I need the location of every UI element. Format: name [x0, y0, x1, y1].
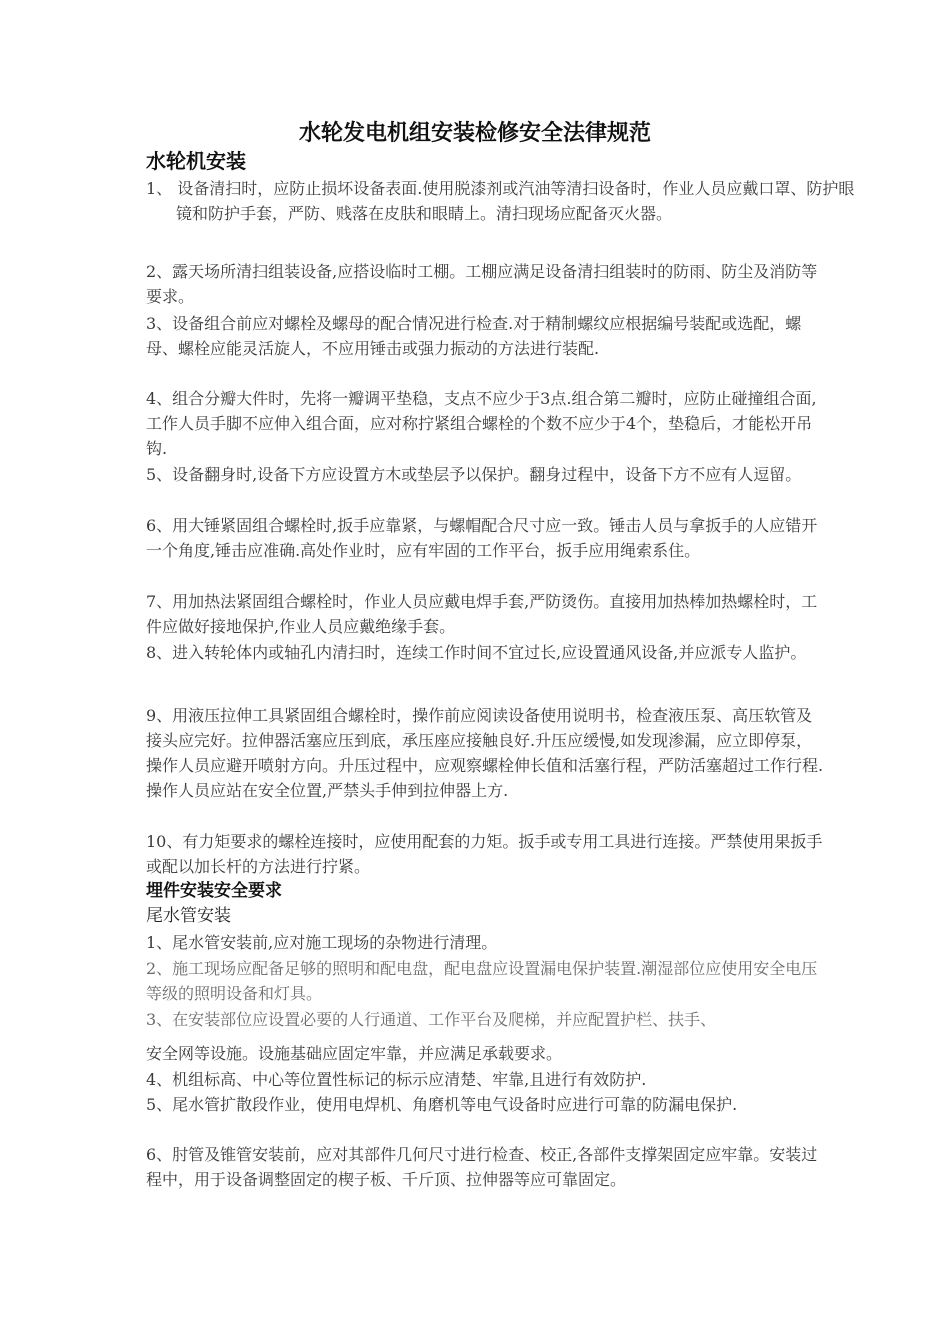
paragraph-item-5: 5、设备翻身时,设备下方应设置方木或垫层予以保护。翻身过程中，设备下方不应有人逗留。: [146, 465, 802, 484]
paragraph-item-8: 8、进入转轮体内或轴孔内清扫时，连续工作时间不宜过长,应设置通风设备,并应派专人监护。: [146, 643, 807, 662]
draft-tube-item-3: 3、在安装部位应设置必要的人行通道、工作平台及爬梯，并应配置护栏、扶手、: [146, 1010, 717, 1029]
document-title: 水轮发电机组安装检修安全法律规范: [298, 121, 651, 146]
paragraph-item-3: 3、设备组合前应对螺栓及螺母的配合情况进行检查.对于精制螺纹应根据编号装配或选配，螺母、螺栓应能灵活旋人，不应用锤击或强力振动的方法进行装配.: [146, 314, 802, 358]
paragraph-item-1: 1、 设备清扫时，应防止损坏设备表面.使用脱漆剂或汽油等清扫设备时，作业人员应戴口罩、防护眼镜和防护手套，严防、贱落在皮肤和眼睛上。清扫现场应配备灭火器。: [146, 179, 855, 223]
paragraph-item-10: 10、有力矩要求的螺栓连接时，应使用配套的力矩。扳手或专用工具进行连接。严禁使用果扳手或配以加长杆的方法进行拧紧。: [146, 832, 823, 876]
draft-tube-item-6: 6、肘管及锥管安装前，应对其部件几何尺寸进行检查、校正,各部件支撑架固定应牢靠。安装过程中，用于设备调整固定的楔子板、千斤顶、拉伸器等应可靠固定。: [146, 1145, 818, 1189]
draft-tube-item-5: 5、尾水管扩散段作业，使用电焊机、角磨机等电气设备时应进行可靠的防漏电保护.: [146, 1095, 738, 1114]
paragraph-item-7: 7、用加热法紧固组合螺栓时，作业人员应戴电焊手套,严防烫伤。直接用加热棒加热螺栓时，工件应做好接地保护,作业人员应戴绝缘手套。: [146, 592, 818, 636]
section-heading-embedded-parts: 埋件安装安全要求: [146, 881, 282, 901]
paragraph-item-6: 6、用大锤紧固组合螺栓时,扳手应靠紧，与螺帽配合尺寸应一致。锤击人员与拿扳手的人应错开一个角度,锤击应准确.高处作业时，应有牢固的工作平台，扳手应用绳索系住。: [146, 516, 818, 560]
subsection-heading-draft-tube: 尾水管安装: [146, 906, 231, 926]
draft-tube-item-4: 4、机组标高、中心等位置性标记的标示应清楚、牢靠,且进行有效防护.: [146, 1070, 647, 1089]
paragraph-item-9: 9、用液压拉伸工具紧固组合螺栓时，操作前应阅读设备使用说明书，检查液压泵、高压软管及接头应完好。拉伸器活塞应压到底，承压座应接触良好.升压应缓慢,如发现渗漏，应立即停泵，操作人员应避开喷射方向。升压过程中，应观察螺栓伸长值和活塞行程，严防活塞超过工作行程.操作人员应站在安全位置,严禁头手伸到拉伸器上方.: [146, 706, 824, 800]
draft-tube-item-3-continued: 安全网等设施。设施基础应固定牢靠，并应满足承载要求。: [146, 1044, 563, 1063]
section-heading-turbine-installation: 水轮机安装: [146, 149, 246, 173]
draft-tube-item-1: 1、尾水管安装前,应对施工现场的杂物进行清理。: [146, 933, 498, 952]
paragraph-item-4: 4、组合分瓣大件时，先将一瓣调平垫稳，支点不应少于3点.组合第二瓣时，应防止碰撞组合面,工作人员手脚不应伸入组合面，应对称拧紧组合螺栓的个数不应少于4个，垫稳后，才能松开吊钩.: [146, 389, 817, 458]
draft-tube-item-2: 2、施工现场应配备足够的照明和配电盘，配电盘应设置漏电保护装置.潮湿部位应使用安全电压等级的照明设备和灯具。: [146, 959, 818, 1003]
paragraph-item-2: 2、露天场所清扫组装设备,应搭设临时工棚。工棚应满足设备清扫组装时的防雨、防尘及消防等要求。: [146, 262, 818, 306]
